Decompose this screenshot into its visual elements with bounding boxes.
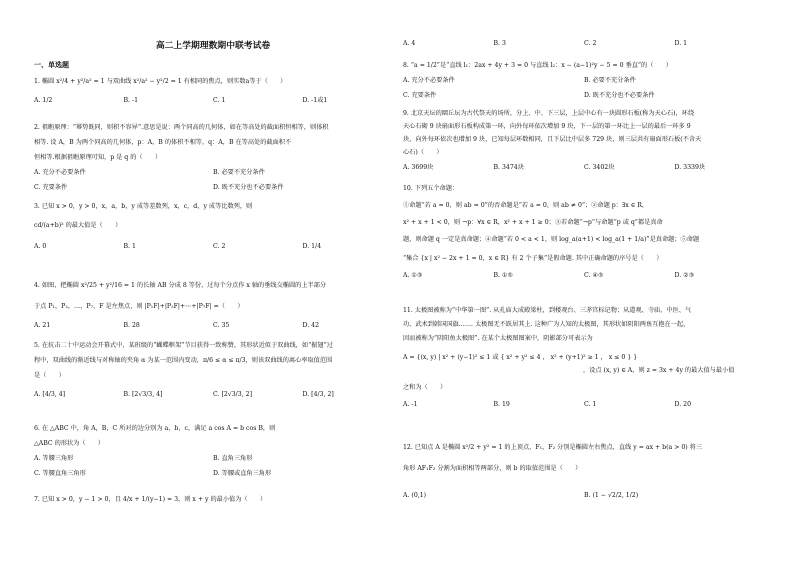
option-b: B. 必要不充分条件 [213,168,265,176]
option-b: B. [2√3/3, 4] [123,390,163,398]
question-12-line-1: 12. 已知点 A 是椭圆 x²/2 + y² = 1 的上顶点，F₁，F₂ 分别是椭圆左右焦点，直线 y = ax + b(a > 0) 将三 [403,444,703,451]
question-6-options [34,455,392,479]
question-11-set: A = {(x, y) | x² + (y−1)² ≤ 1 或 { x² + y² ≤ 4 ， x² + (y+1)² ≥ 1 ， x ≤ 0 } } [403,353,638,361]
question-3-options [34,243,392,252]
option-d: D. 42 [302,321,320,329]
option-d: D. 3339块 [674,163,706,171]
question-3-line-1: 3. 已知 x > 0，y > 0，x，a，b，y 成等差数列，x，c，d，y 成等比数列，则 [34,203,253,210]
option-c: C. 充要条件 [403,91,437,99]
option-c: C. 2 [213,242,226,250]
question-1-options [34,97,392,106]
question-7-options [403,40,765,49]
question-5-line-1: 5. 在抗击二十中运动会开幕式中，某班级的“蝴蝶框架”节目获得一致称赞，其形状近似于双曲线，如“振翅”过 [34,342,333,349]
option-b: B. 1 [123,242,136,250]
question-10-line-5: “集合 {x | x² − 2x + 1 = 0，x ∈ R} 有 2 个子集”是假命题. 其中正确命题的序号是（ ） [403,254,663,262]
question-10-line-2: ①命题“若 a = 0，则 ab = 0”的否命题是“若 a = 0，则 ab ≠ 0”；②命题 p：∃x ∈ R， [403,201,649,209]
question-10-line-4: 题，则命题 q 一定是真命题；④命题“若 0 < a < 1，则 log_a(a+1) < log_a(1 + 1/a)”是真命题；⑤命题 [403,235,700,243]
option-a: A. 0 [34,242,47,250]
question-2-line-3: 恒相等.根据祖暅原理可知，p 是 q 的（ ） [34,153,162,161]
option-b: B. 19 [493,400,510,408]
question-5-line-3: 是（ ） [34,371,65,379]
option-b: B. -1 [123,96,139,104]
option-c: C. ④⑤ [584,271,604,279]
question-11-options [403,401,765,410]
question-2-line-1: 2. 祖暅原理：“幂势既同，则积不容异”.意思是说：两个同高的几何体，如在等高处的截面积恒相等，则体积 [34,124,329,131]
question-11-line-2: 功、武术到韩国国旗……. 太极图无不跃居其上. 这种广为人知的太极图，其形状如阴阳两鱼互抱在一起， [403,320,690,328]
question-9-line-2: 天心石砌 9 块扇面形石板构成第一环，向外每环依次增加 9 块，下一层的第一环比上一层的最后一环多 9 [403,122,691,130]
option-c: C. 充要条件 [34,183,68,191]
option-a: A. (0,1) [403,491,427,499]
question-10-options [403,272,765,281]
question-6-line-2: △ABC 的形状为（ ） [34,439,105,447]
question-4-line-1: 4. 如图，把椭圆 x²/25 + y²/16 = 1 的长轴 AB 分成 8 等份，过每个分点作 x 轴的垂线交椭圆的上半部分 [34,282,327,289]
question-6-line-1: 6. 在 △ABC 中，角 A，B，C 所对的边分别为 a，b，c，满足 a cos A = b cos B，则 [34,425,276,432]
question-11-line-1: 11. 太极图被称为“中华第一图”. 从孔庙大成殿梁柱，到楼观台、三茅宫标记物；从道观、寺庙、中医、气 [403,307,692,314]
option-a: A. 等腰三角形 [34,454,74,462]
question-7-text: 7. 已知 x > 0，y − 1 > 0，且 4/x + 1/(y−1) = 3，则 x + y 的最小值为（ ） [34,496,267,503]
option-a: A. 21 [34,321,51,329]
option-c: C. 2 [584,40,597,47]
option-c: C. 35 [213,321,230,329]
option-a: A. 4 [403,40,416,47]
option-a: A. [4/3, 4] [34,390,66,398]
option-d: D. 20 [674,400,692,408]
option-a: A. 充分不必要条件 [403,76,455,84]
question-7-options-continued [403,40,765,49]
question-1 [34,78,392,106]
option-c: C. [2√3/3, 2] [213,390,252,398]
question-5 [34,342,392,400]
option-d: D. 等腰或直角三角形 [213,469,272,477]
option-a: A. ①③ [403,271,423,279]
question-1-text: 1. 椭圆 x²/4 + y²/a² = 1 与双曲线 x²/a² − y²/2 = 1 有相同的焦点，则实数a等于（ ） [34,78,287,85]
option-c: C. 1 [584,400,597,408]
question-10-line-1: 10. 下列五个命题： [403,185,459,192]
question-2 [34,124,392,193]
question-6 [34,425,392,479]
option-b: B. 3474块 [493,163,524,171]
option-a: A. 1/2 [34,96,53,104]
question-12 [403,444,765,501]
question-5-options [34,391,392,400]
question-2-options [34,169,392,193]
question-9-line-3: 块，向外每环依次也增加 9 块，已知每层环数相同，且下层比中层多 729 块，则三层共有扇面形石板(不含天 [403,135,702,143]
question-10 [403,185,765,281]
option-d: D. 1/4 [302,242,322,250]
option-d: D. [4/3, 2] [302,390,334,398]
option-b: B. 3 [493,40,506,47]
question-7 [34,496,392,505]
question-9-line-1: 9. 北京天坛的圜丘坛为古代祭天的场所，分上、中、下三层，上层中心有一块圆形石板(称为天心石)，环绕 [403,110,695,117]
question-8-text: 8. “a = 1/2”是“直线 l₁：2ax + 4y + 3 = 0 与直线 l₂：x − (a−1)²y − 5 = 0 垂直”的（ ） [403,62,672,69]
option-d: D. -1或1 [302,96,328,104]
option-b: B. (1 − √2/2, 1/2) [584,491,639,499]
option-d: D. 既不充分也不必要条件 [584,91,655,99]
option-c: C. 1 [213,96,226,104]
question-5-line-2: 程中，双曲线的渐近线与对称轴的夹角 α 为某一范围内变动，π/6 ≤ α ≤ π/3，则该双曲线的离心率取值范围 [34,356,333,364]
option-a: A. -1 [403,400,418,408]
question-9 [403,110,765,173]
option-b: B. 28 [123,321,140,329]
question-3 [34,203,392,252]
question-8-options [403,77,765,101]
option-d: D. 既不充分也不必要条件 [213,183,284,191]
question-12-line-2: 角形 AF₁F₂ 分割为面积相等两部分，则 b 的取值范围是（ ） [403,464,582,472]
option-d: D. ②③ [674,271,695,279]
question-4 [34,282,392,331]
question-8 [403,62,765,101]
option-b: B. 必要不充分条件 [584,76,636,84]
option-a: A. 3699块 [403,163,434,171]
question-3-line-2: cd/(a+b)² 的最大值是（ ） [34,221,122,229]
option-c: C. 等腰直角三角形 [34,469,86,477]
section-heading: 一、单选题 [34,60,69,69]
question-10-line-3: x² + x + 1 < 0，则 ¬p：∀x ∈ R，x² + x + 1 ≥ 0；③若命题“¬p”与命题“p 或 q”都是真命 [403,218,663,226]
question-11-line-4: ，设点 (x, y) ∈ A，则 z = 3x + 4y 的最大值与最小值 [583,366,735,374]
option-c: C. 3402块 [584,163,615,171]
question-11-line-5: 之和为（ ） [403,383,447,391]
exam-title: 高二上学期理数期中联考试卷 [155,41,271,51]
option-b: B. 直角三角形 [213,454,253,462]
question-11 [403,307,765,410]
question-9-line-4: 心石)（ ） [403,148,443,156]
question-12-options [403,492,765,501]
question-11-line-3: 因而被称为“阴阳鱼太极图”. 在某个太极图图案中，阴影部分可表示为 [403,334,593,342]
question-2-line-2: 相等. 设 A，B 为两个同高的几何体，p：A，B 的体积不相等，q：A，B 在等高处的截面积不 [34,138,292,146]
question-4-line-2: 于点 P₁，P₂，…，P₇，F 是左焦点，则 |P₁F|+|P₂F|+⋯+|P₇F| =（ ） [34,302,244,310]
option-a: A. 充分不必要条件 [34,168,86,176]
question-9-options [403,164,765,173]
question-4-options [34,322,392,331]
option-d: D. 1 [674,40,688,47]
option-b: B. ①⑤ [493,271,514,279]
